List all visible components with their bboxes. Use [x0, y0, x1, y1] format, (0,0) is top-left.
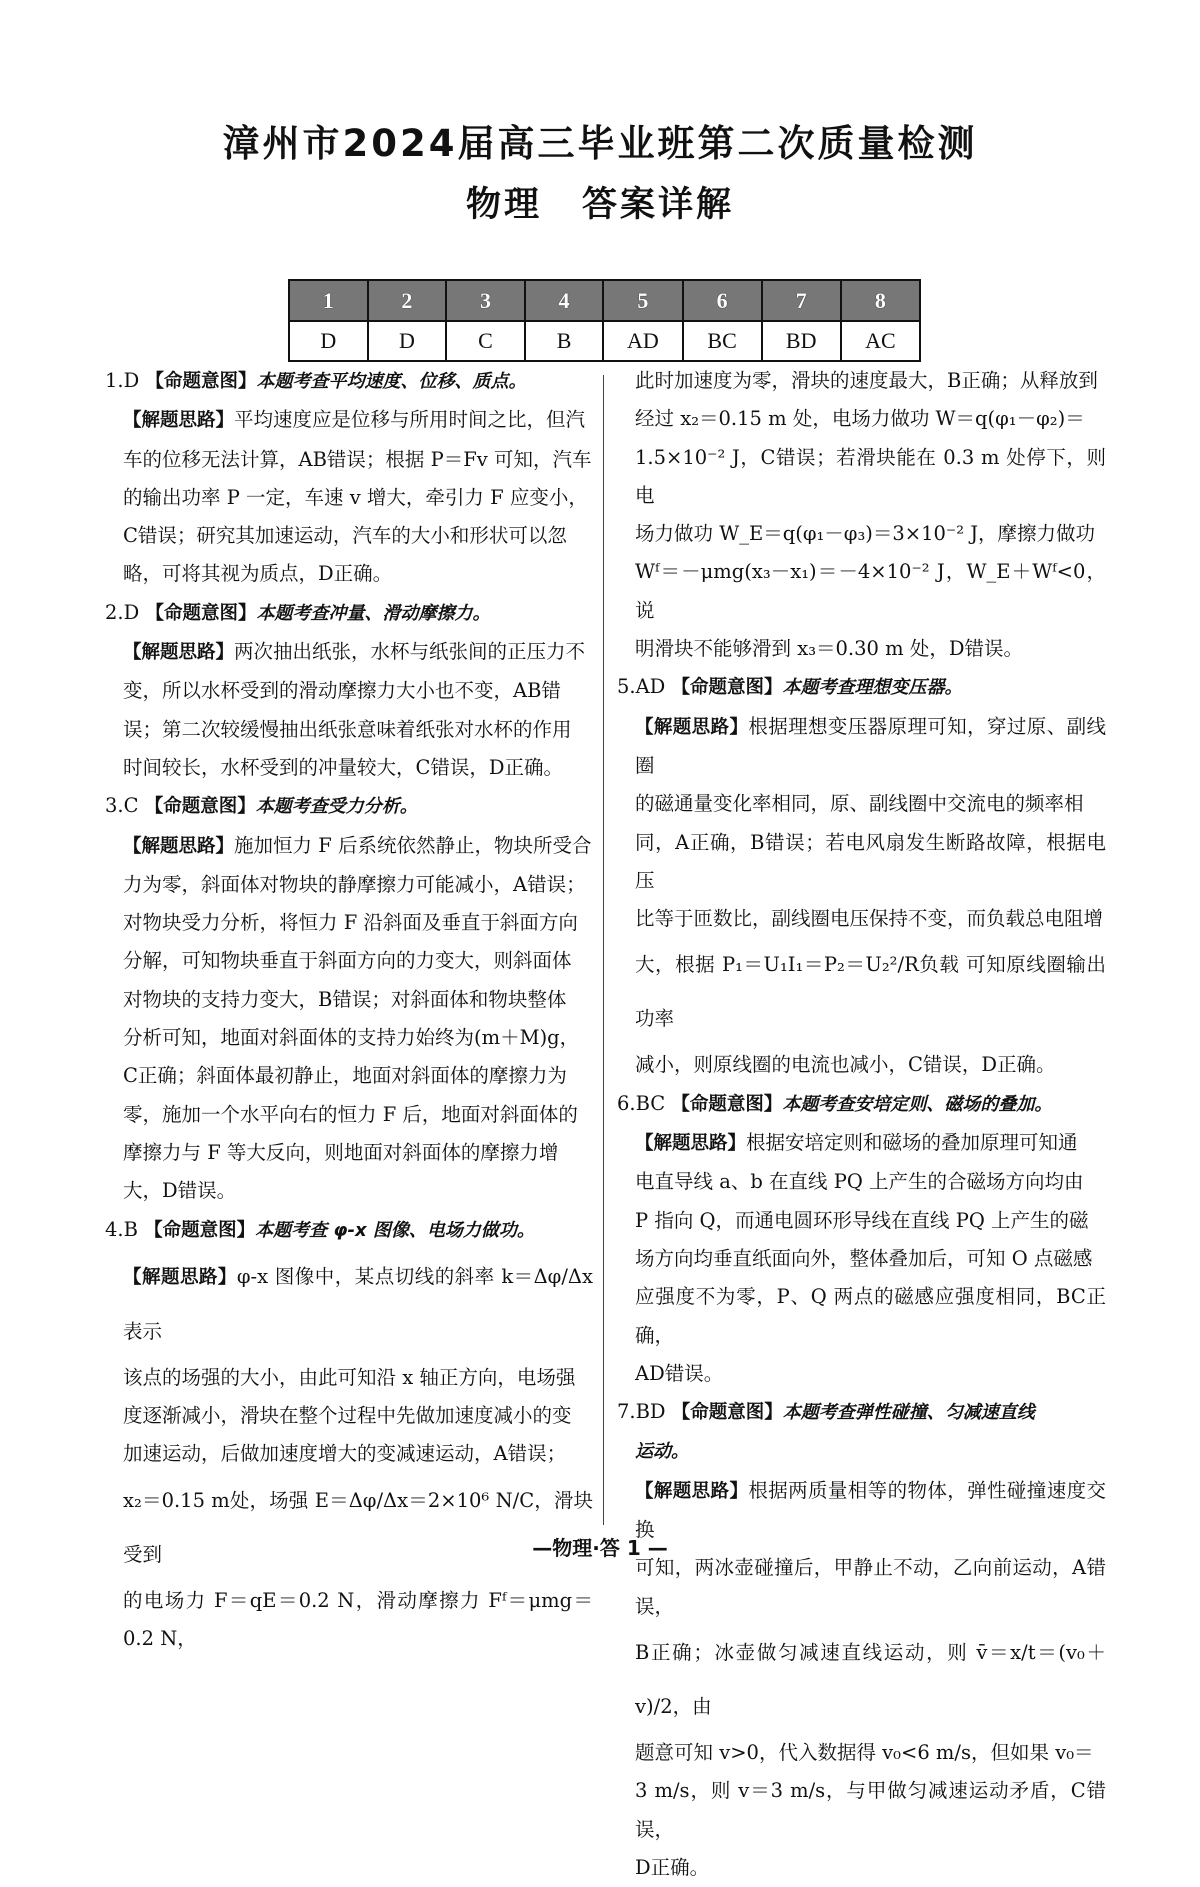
question-number-cell: 3 — [446, 280, 525, 321]
intent-tag: 【命题意图】 — [671, 1093, 783, 1115]
solution-line: 比等于匝数比，副线圈电压保持不变，而负载总电阻增 — [635, 907, 1104, 931]
solution-line: 分析可知，地面对斜面体的支持力始终为(m＋M)g， — [123, 1026, 580, 1050]
solution-tag: 【解题思路】 — [123, 835, 235, 857]
answer-table-numbers-row — [289, 280, 920, 321]
solution-line — [617, 708, 1106, 786]
intent-text: 本题考查 φ-x 图像、电场力做功。 — [255, 1219, 535, 1241]
solution-line — [105, 1250, 593, 1359]
answer-cell: D — [289, 321, 368, 361]
question-number: 5.AD — [617, 675, 666, 699]
question-intent-line — [617, 1393, 1106, 1432]
question-number: 7.BD — [617, 1400, 666, 1424]
solution-text: 平均速度应是位移与所用时间之比，但汽 — [234, 408, 586, 432]
intent-tag: 【命题意图】 — [144, 1219, 256, 1241]
solution-tag: 【解题思路】 — [123, 1266, 237, 1288]
solution-tag: 【解题思路】 — [123, 642, 235, 664]
question-number-cell: 6 — [683, 280, 762, 321]
question-number: 2.D — [105, 600, 140, 624]
solution-line: 1.5×10⁻² J，C错误；若滑块能在 0.3 m 处停下，则电 — [635, 445, 1106, 507]
solution-tag: 【解题思路】 — [635, 1480, 749, 1502]
intent-text: 本题考查理想变压器。 — [782, 677, 963, 699]
solution-line: 加速运动，后做加速度增大的变减速运动，A错误； — [123, 1442, 567, 1466]
answer-table-answers-row — [289, 321, 920, 361]
intent-text: 本题考查安培定则、磁场的叠加。 — [782, 1093, 1053, 1115]
intent-tag: 【命题意图】 — [144, 796, 256, 818]
solution-tag: 【解题思路】 — [123, 410, 235, 432]
intent-text: 本题考查冲量、滑动摩擦力。 — [256, 602, 491, 624]
answer-table — [288, 279, 921, 362]
solution-tag: 【解题思路】 — [635, 716, 749, 738]
solution-line: 的输出功率 P 一定，车速 v 增大，牵引力 F 应变小， — [123, 485, 588, 509]
solution-line: 应强度不为零，P、Q 两点的磁感应强度相同，BC正确， — [635, 1285, 1106, 1347]
question-number-cell: 5 — [603, 280, 682, 321]
solution-line: 题意可知 v>0，代入数据得 v₀<6 m/s，但如果 v₀＝ — [635, 1740, 1094, 1764]
answer-cell: AD — [603, 321, 682, 361]
answer-cell: BD — [762, 321, 841, 361]
solution-line: 经过 x₂＝0.15 m 处，电场力做功 W＝q(φ₁－φ₂)＝ — [635, 407, 1085, 431]
solution-line: 场力做功 W_E＝q(φ₁－φ₃)＝3×10⁻² J，摩擦力做功 — [635, 522, 1096, 546]
solution-line: 时间较长，水杯受到的冲量较大，C错误，D正确。 — [123, 755, 564, 779]
solution-line — [105, 633, 593, 672]
intent-text: 本题考查弹性碰撞、匀减速直线 — [782, 1402, 1035, 1424]
solution-line: 变，所以水杯受到的滑动摩擦力大小也不变，AB错 — [123, 679, 561, 703]
document-header — [0, 118, 1200, 230]
question-number-cell: 4 — [525, 280, 604, 321]
solution-line: 明滑块不能够滑到 x₃＝0.30 m 处，D错误。 — [635, 637, 1023, 661]
solution-line: 大，根据 P₁＝U₁I₁＝P₂＝U₂²/R负载 可知原线圈输出功率 — [635, 953, 1106, 1031]
question-6-explanation — [617, 1085, 1106, 1393]
solution-line: C正确；斜面体最初静止，地面对斜面体的摩擦力为 — [123, 1064, 567, 1088]
solution-text: 根据两质量相等的物体，弹性碰撞速度交换 — [635, 1478, 1106, 1542]
solution-line: 此时加速度为零，滑块的速度最大，B正确；从释放到 — [635, 369, 1098, 392]
solution-line: 的电场力 F＝qE＝0.2 N，滑动摩擦力 Fᶠ＝μmg＝0.2 N， — [123, 1588, 593, 1651]
solution-line: Wᶠ＝－μmg(x₃－x₁)＝－4×10⁻² J，W_E＋Wᶠ<0，说 — [635, 560, 1106, 622]
answer-cell: C — [446, 321, 525, 361]
solution-text: 施加恒力 F 后系统依然静止，物块所受合 — [234, 833, 592, 857]
question-intent-line — [105, 362, 593, 401]
page-title: 漳州市2024届高三毕业班第二次质量检测 — [222, 122, 978, 165]
question-number-cell: 2 — [368, 280, 447, 321]
question-number-cell: 8 — [841, 280, 920, 321]
solution-tag: 【解题思路】 — [635, 1133, 747, 1155]
solution-line — [105, 827, 593, 866]
intent-text: 本题考查平均速度、位移、质点。 — [256, 371, 527, 392]
solution-line: 可知，两冰壶碰撞后，甲静止不动，乙向前运动，A错误， — [635, 1556, 1106, 1618]
solution-line: 零，施加一个水平向右的恒力 F 后，地面对斜面体的 — [123, 1102, 578, 1126]
answer-cell: AC — [841, 321, 920, 361]
solution-line: C错误；研究其加速运动，汽车的大小和形状可以忽 — [123, 524, 567, 548]
solution-line: P 指向 Q，而通电圆环形导线在直线 PQ 上产生的磁 — [635, 1208, 1089, 1232]
question-number: 1.D — [105, 369, 140, 392]
right-column — [617, 362, 1106, 1887]
answer-cell: BC — [683, 321, 762, 361]
solution-line: 摩擦力与 F 等大反向，则地面对斜面体的摩擦力增 — [123, 1140, 559, 1164]
solution-line: 大，D错误。 — [123, 1179, 237, 1203]
solution-line: 误；第二次较缓慢抽出纸张意味着纸张对水杯的作用 — [123, 717, 572, 741]
solution-line: 的磁通量变化率相同，原、副线圈中交流电的频率相 — [635, 792, 1084, 816]
question-intent-line — [617, 668, 1106, 707]
question-intent-line — [105, 787, 593, 826]
question-7-explanation — [617, 1393, 1106, 1887]
left-column — [105, 362, 593, 1658]
question-2-explanation — [105, 594, 593, 787]
solution-line: 该点的场强的大小，由此可知沿 x 轴正方向，电场强 — [123, 1365, 576, 1389]
solution-text: φ-x 图像中，某点切线的斜率 k＝Δφ/Δx 表示 — [123, 1264, 593, 1343]
question-intent-line — [617, 1085, 1106, 1124]
intent-tag: 【命题意图】 — [145, 371, 257, 392]
question-intent-line — [105, 594, 593, 633]
solution-line: 力为零，斜面体对物块的静摩擦力可能减小，A错误； — [123, 872, 586, 896]
solution-line: B正确；冰壶做匀减速直线运动，则 v̄＝x/t＝(v₀＋v)/2，由 — [635, 1640, 1106, 1718]
solution-line: 减小，则原线圈的电流也减小，C错误，D正确。 — [635, 1053, 1056, 1077]
question-1-explanation — [105, 362, 593, 594]
intent-tag: 【命题意图】 — [671, 1402, 783, 1424]
question-4-continuation — [617, 362, 1106, 668]
solution-line: x₂＝0.15 m处，场强 E＝Δφ/Δx＝2×10⁶ N/C，滑块受到 — [123, 1488, 593, 1566]
solution-line: 分解，可知物块垂直于斜面方向的力变大，则斜面体 — [123, 949, 572, 973]
subject-label: 物理 — [465, 185, 542, 225]
solution-line — [105, 401, 593, 440]
page-footer: —物理·答 1 — — [532, 1536, 668, 1560]
question-number: 6.BC — [617, 1091, 666, 1115]
answer-cell: B — [525, 321, 604, 361]
solution-line: 3 m/s，则 v＝3 m/s，与甲做匀减速运动矛盾，C错误， — [635, 1779, 1106, 1841]
solution-line: 略，可将其视为质点，D正确。 — [123, 562, 393, 586]
answer-cell: D — [368, 321, 447, 361]
question-number: 3.C — [105, 794, 139, 818]
column-divider — [603, 375, 604, 1525]
solution-line: 同，A正确，B错误；若电风扇发生断路故障，根据电压 — [635, 830, 1106, 892]
question-intent-line — [105, 1211, 593, 1250]
solution-text: 根据安培定则和磁场的叠加原理可知通 — [746, 1131, 1078, 1155]
solution-text: 两次抽出纸张，水杯与纸张间的正压力不 — [234, 640, 586, 664]
intent-tag: 【命题意图】 — [145, 602, 257, 624]
intent-tag: 【命题意图】 — [671, 677, 783, 699]
solution-line: 车的位移无法计算，AB错误；根据 P＝Fv 可知，汽车 — [123, 447, 592, 471]
solution-line: 对物块受力分析，将恒力 F 沿斜面及垂直于斜面方向 — [123, 911, 578, 935]
question-number-cell: 7 — [762, 280, 841, 321]
intent-text: 本题考查受力分析。 — [255, 796, 418, 818]
solution-line: AD错误。 — [635, 1361, 724, 1385]
question-number-cell: 1 — [289, 280, 368, 321]
subtitle-desc: 答案详解 — [582, 185, 735, 225]
solution-line: 场方向均垂直纸面向外，整体叠加后，可知 O 点磁感 — [635, 1246, 1093, 1270]
intent-continuation: 运动。 — [635, 1441, 689, 1463]
solution-line: D正确。 — [635, 1855, 710, 1879]
page-subtitle — [0, 180, 1200, 230]
question-3-explanation — [105, 787, 593, 1210]
question-4-explanation — [105, 1211, 593, 1659]
solution-line — [617, 1124, 1106, 1163]
question-5-explanation — [617, 668, 1106, 1084]
solution-line: 电直导线 a、b 在直线 PQ 上产生的合磁场方向均由 — [635, 1170, 1084, 1194]
solution-line: 度逐渐减小，滑块在整个过程中先做加速度减小的变 — [123, 1404, 572, 1428]
question-number: 4.B — [105, 1217, 138, 1241]
solution-text: 根据理想变压器原理可知，穿过原、副线圈 — [635, 714, 1106, 777]
solution-line: 对物块的支持力变大，B错误；对斜面体和物块整体 — [123, 987, 567, 1011]
